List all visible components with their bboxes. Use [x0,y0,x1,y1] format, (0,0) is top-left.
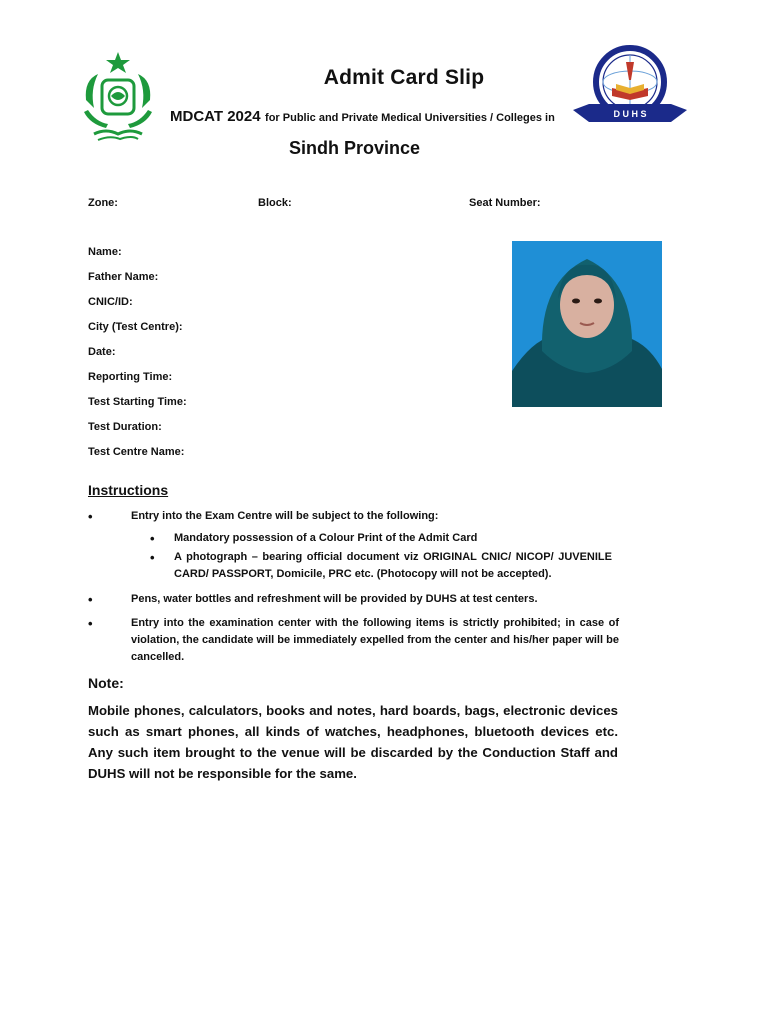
date-field: Date: [88,346,116,358]
exam-name: MDCAT 2024 [170,108,261,125]
note-body: Mobile phones, calculators, books and notes, hard boards, bags, electronic devices such as smart phones, all kinds of watches, headphones, bluetooth devices etc. Any such item brought to the venue will be discarded by the Conduction Staff and DUHS will not be responsible for the same. [88,703,618,781]
zone-field: Zone: [88,197,118,209]
father-name-field: Father Name: [88,271,159,283]
bullet-icon: • [88,592,93,607]
test-starting-time-field: Test Starting Time: [88,396,187,408]
sindh-government-seal-logo [76,50,160,142]
reporting-time-field: Reporting Time: [88,371,173,383]
cnic-field: CNIC/ID: [88,296,133,308]
page-title: Admit Card Slip [323,66,485,89]
instructions-heading: Instructions [88,482,169,498]
bullet-icon: • [88,616,93,631]
block-field: Block: [258,197,292,209]
city-field: City (Test Centre): [88,321,183,333]
test-centre-name-field: Test Centre Name: [88,446,185,458]
seat-number-field: Seat Number: [469,197,541,209]
candidate-photo [512,241,662,407]
candidate-details [88,246,187,471]
province-heading: Sindh Province [289,138,421,158]
bullet-icon: • [88,509,93,524]
exam-scope: for Public and Private Medical Universities / Colleges in [265,112,555,124]
bullet-icon: • [150,531,155,546]
duhs-university-logo [571,44,689,132]
exam-subtitle [170,108,555,126]
bullet-icon: • [150,550,155,565]
test-duration-field: Test Duration: [88,421,162,433]
duhs-logo-text: D U H S [613,109,647,119]
note-heading: Note: [88,675,124,691]
name-field: Name: [88,246,122,258]
